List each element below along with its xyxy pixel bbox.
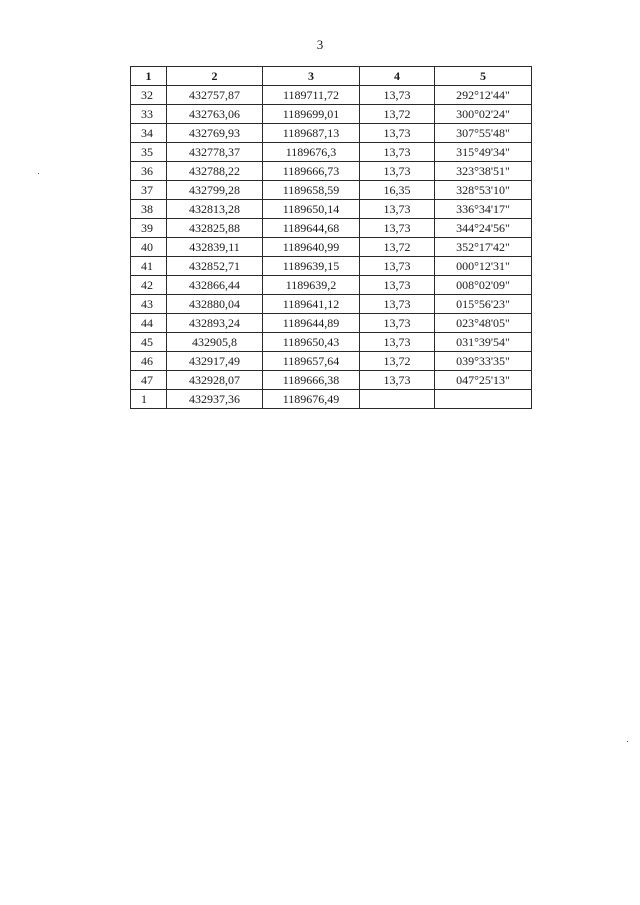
- column-header-2: 2: [167, 67, 263, 86]
- x-coordinate-cell: 432866,44: [167, 276, 263, 295]
- x-coordinate-cell: 432893,24: [167, 314, 263, 333]
- distance-cell: 13,72: [360, 352, 435, 371]
- point-number-cell: 1: [131, 390, 167, 409]
- distance-cell: [360, 390, 435, 409]
- y-coordinate-cell: 1189650,14: [263, 200, 360, 219]
- x-coordinate-cell: 432763,06: [167, 105, 263, 124]
- point-number-cell: 43: [131, 295, 167, 314]
- point-number-cell: 38: [131, 200, 167, 219]
- table-row: [131, 333, 532, 352]
- point-number-cell: 32: [131, 86, 167, 105]
- bearing-cell: 344°24'56": [435, 219, 532, 238]
- table-row: [131, 257, 532, 276]
- bearing-cell: 300°02'24": [435, 105, 532, 124]
- y-coordinate-cell: 1189650,43: [263, 333, 360, 352]
- distance-cell: 13,73: [360, 295, 435, 314]
- column-header-5: 5: [435, 67, 532, 86]
- table-row: [131, 86, 532, 105]
- y-coordinate-cell: 1189676,3: [263, 143, 360, 162]
- distance-cell: 13,73: [360, 143, 435, 162]
- x-coordinate-cell: 432769,93: [167, 124, 263, 143]
- bearing-cell: 047°25'13": [435, 371, 532, 390]
- point-number-cell: 39: [131, 219, 167, 238]
- y-coordinate-cell: 1189639,15: [263, 257, 360, 276]
- distance-cell: 13,73: [360, 333, 435, 352]
- table-row: [131, 181, 532, 200]
- table-row: [131, 105, 532, 124]
- distance-cell: 13,73: [360, 124, 435, 143]
- point-number-cell: 41: [131, 257, 167, 276]
- bearing-cell: 328°53'10": [435, 181, 532, 200]
- x-coordinate-cell: 432757,87: [167, 86, 263, 105]
- coordinates-table: [130, 66, 532, 409]
- y-coordinate-cell: 1189657,64: [263, 352, 360, 371]
- x-coordinate-cell: 432917,49: [167, 352, 263, 371]
- x-coordinate-cell: 432825,88: [167, 219, 263, 238]
- bearing-cell: 008°02'09": [435, 276, 532, 295]
- column-header-4: 4: [360, 67, 435, 86]
- table-header-row: [131, 67, 532, 86]
- distance-cell: 13,73: [360, 276, 435, 295]
- y-coordinate-cell: 1189639,2: [263, 276, 360, 295]
- y-coordinate-cell: 1189641,12: [263, 295, 360, 314]
- y-coordinate-cell: 1189687,13: [263, 124, 360, 143]
- table-row: [131, 352, 532, 371]
- distance-cell: 13,73: [360, 162, 435, 181]
- x-coordinate-cell: 432778,37: [167, 143, 263, 162]
- x-coordinate-cell: 432905,8: [167, 333, 263, 352]
- bearing-cell: 023°48'05": [435, 314, 532, 333]
- point-number-cell: 47: [131, 371, 167, 390]
- bearing-cell: [435, 390, 532, 409]
- table-row: [131, 276, 532, 295]
- y-coordinate-cell: 1189676,49: [263, 390, 360, 409]
- x-coordinate-cell: 432937,36: [167, 390, 263, 409]
- point-number-cell: 46: [131, 352, 167, 371]
- bearing-cell: 015°56'23": [435, 295, 532, 314]
- x-coordinate-cell: 432928,07: [167, 371, 263, 390]
- bearing-cell: 307°55'48": [435, 124, 532, 143]
- table-body: [131, 86, 532, 409]
- distance-cell: 13,73: [360, 219, 435, 238]
- page-number: 3: [316, 37, 324, 52]
- bearing-cell: 352°17'42": [435, 238, 532, 257]
- table-row: [131, 238, 532, 257]
- table-row: [131, 390, 532, 409]
- x-coordinate-cell: 432852,71: [167, 257, 263, 276]
- point-number-cell: 45: [131, 333, 167, 352]
- table-row: [131, 143, 532, 162]
- table-row: [131, 124, 532, 143]
- distance-cell: 13,73: [360, 86, 435, 105]
- bearing-cell: 315°49'34": [435, 143, 532, 162]
- y-coordinate-cell: 1189658,59: [263, 181, 360, 200]
- point-number-cell: 34: [131, 124, 167, 143]
- point-number-cell: 40: [131, 238, 167, 257]
- y-coordinate-cell: 1189644,89: [263, 314, 360, 333]
- point-number-cell: 44: [131, 314, 167, 333]
- column-header-1: 1: [131, 67, 167, 86]
- table-row: [131, 371, 532, 390]
- bearing-cell: 031°39'54": [435, 333, 532, 352]
- table-row: [131, 162, 532, 181]
- bearing-cell: 336°34'17": [435, 200, 532, 219]
- point-number-cell: 36: [131, 162, 167, 181]
- y-coordinate-cell: 1189699,01: [263, 105, 360, 124]
- distance-cell: 13,73: [360, 200, 435, 219]
- bearing-cell: 323°38'51": [435, 162, 532, 181]
- x-coordinate-cell: 432788,22: [167, 162, 263, 181]
- y-coordinate-cell: 1189711,72: [263, 86, 360, 105]
- y-coordinate-cell: 1189644,68: [263, 219, 360, 238]
- x-coordinate-cell: 432839,11: [167, 238, 263, 257]
- point-number-cell: 35: [131, 143, 167, 162]
- distance-cell: 13,73: [360, 314, 435, 333]
- distance-cell: 13,73: [360, 371, 435, 390]
- table-row: [131, 219, 532, 238]
- table-row: [131, 295, 532, 314]
- x-coordinate-cell: 432799,28: [167, 181, 263, 200]
- scan-speck: [627, 741, 628, 742]
- distance-cell: 13,72: [360, 238, 435, 257]
- y-coordinate-cell: 1189640,99: [263, 238, 360, 257]
- bearing-cell: 039°33'35": [435, 352, 532, 371]
- column-header-3: 3: [263, 67, 360, 86]
- point-number-cell: 42: [131, 276, 167, 295]
- point-number-cell: 37: [131, 181, 167, 200]
- bearing-cell: 292°12'44": [435, 86, 532, 105]
- x-coordinate-cell: 432813,28: [167, 200, 263, 219]
- bearing-cell: 000°12'31": [435, 257, 532, 276]
- y-coordinate-cell: 1189666,73: [263, 162, 360, 181]
- point-number-cell: 33: [131, 105, 167, 124]
- x-coordinate-cell: 432880,04: [167, 295, 263, 314]
- distance-cell: 13,72: [360, 105, 435, 124]
- table-row: [131, 314, 532, 333]
- y-coordinate-cell: 1189666,38: [263, 371, 360, 390]
- scan-speck: [38, 173, 39, 174]
- table-row: [131, 200, 532, 219]
- distance-cell: 13,73: [360, 257, 435, 276]
- distance-cell: 16,35: [360, 181, 435, 200]
